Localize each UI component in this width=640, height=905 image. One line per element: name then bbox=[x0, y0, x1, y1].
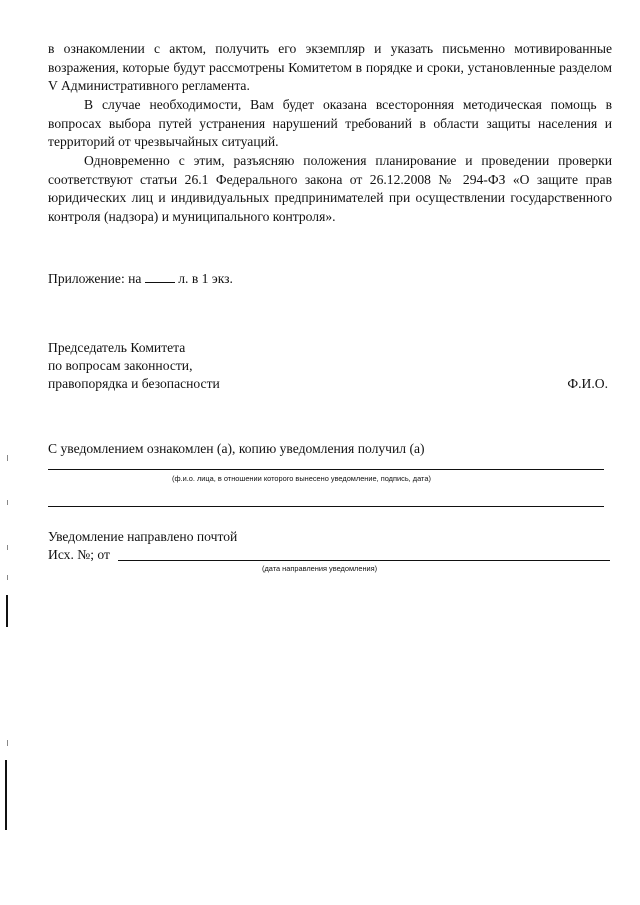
scan-edge-mark bbox=[5, 760, 7, 830]
acknowledgement-second-line bbox=[48, 506, 604, 507]
outgoing-number-label: Исх. №; от bbox=[48, 547, 110, 562]
paragraph-federal-law: Одновременно с этим, разъясняю положения планирование и проведении проверки соответствуют статьи 26.1 Федерального закона от 26.12.2008 № 294-ФЗ «О защите прав юридических лиц и индивидуальных предпринимателей при осуществлении государственного контроля (надзора) и муниципального контроля». bbox=[48, 153, 612, 224]
acknowledgement-caption: (ф.и.о. лица, в отношении которого вынесено уведомление, подпись, дата) bbox=[172, 474, 431, 483]
signatory-title-line-1: Председатель Комитета bbox=[48, 340, 186, 355]
scan-edge-mark bbox=[6, 595, 8, 627]
attachment-suffix: л. в 1 экз. bbox=[178, 271, 233, 286]
scan-dot-mark bbox=[7, 575, 8, 580]
scan-dot-mark bbox=[7, 740, 8, 746]
attachment-line bbox=[48, 270, 233, 288]
attachment-prefix: Приложение: на bbox=[48, 271, 142, 286]
dispatch-caption: (дата направления уведомления) bbox=[262, 564, 378, 573]
signatory-title-line-2: по вопросам законности, bbox=[48, 358, 193, 373]
acknowledgement-text: С уведомлением ознакомлен (а), копию уведомления получил (а) bbox=[48, 441, 425, 456]
signatory-title-line-3: правопорядка и безопасности bbox=[48, 376, 220, 391]
scan-dot-mark bbox=[7, 455, 8, 461]
scan-dot-mark bbox=[7, 545, 8, 550]
acknowledgement-signature-line bbox=[48, 469, 604, 470]
dispatch-text: Уведомление направлено почтой bbox=[48, 529, 238, 544]
attachment-pages-blank bbox=[145, 270, 175, 283]
dispatch-date-line bbox=[118, 560, 610, 561]
signatory-name: Ф.И.О. bbox=[567, 376, 608, 391]
scan-dot-mark bbox=[7, 500, 8, 505]
paragraph-objections: в ознакомлении с актом, получить его экземпляр и указать письменно мотивированные возражения, которые будут рассмотрены Комитетом в порядке и сроки, установленные разделом V Административного регламента. bbox=[48, 41, 612, 94]
paragraph-methodical-help: В случае необходимости, Вам будет оказана всесторонняя методическая помощь в вопросах выбора путей устранения нарушений требований в области защиты населения и территорий от чрезвычайных ситуаций. bbox=[48, 97, 612, 150]
